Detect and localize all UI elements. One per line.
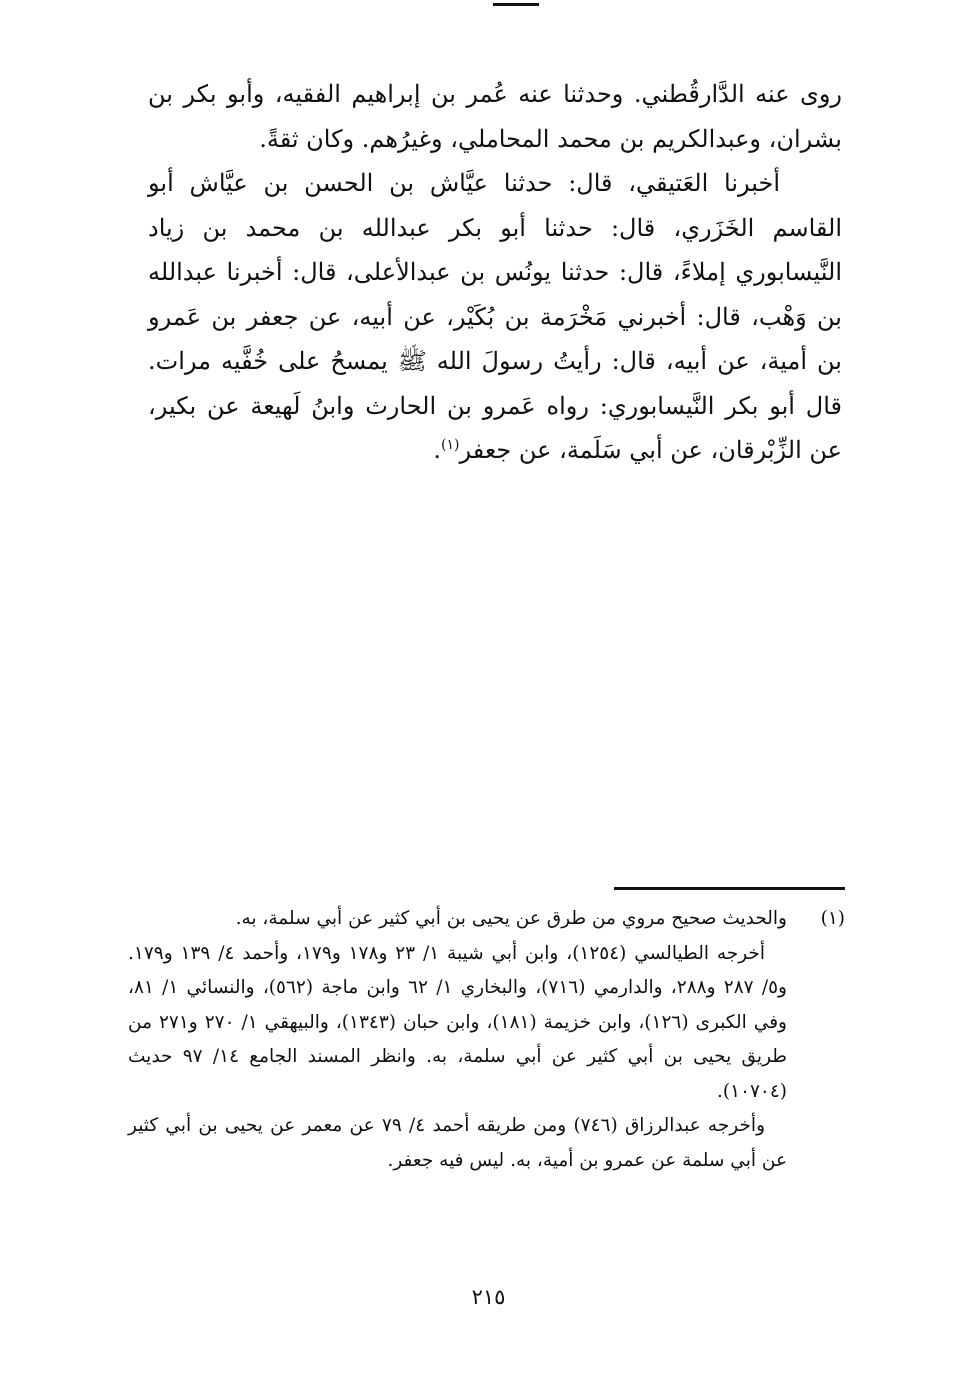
footnote-separator-rule	[614, 887, 845, 890]
main-paragraph-2	[148, 161, 842, 473]
footnote-1	[128, 902, 845, 1178]
main-text	[148, 72, 842, 473]
footnote-paragraph-2: أخرجه الطيالسي (١٢٥٤)، وابن أبي شيبة ١/ ٢٣ و١٧٨ و١٧٩، وأحمد ٤/ ١٣٩ و١٧٩. و٥/ ٢٨٧ و٢٨٨، والدارمي (٧١٦)، والبخاري ١/ ٦٢ وابن ماجة (٥٦٢)، والنسائي ١/ ٨١، وفي الكبرى (١٢٦)، وابن خزيمة (١٨١)، وابن حبان (١٣٤٣)، والبيهقي ١/ ٢٧٠ و٢٧١ من طريق يحيى بن أبي كثير عن أبي سلمة، به. وانظر المسند الجامع ١٤/ ٩٧ حديث (١٠٧٠٤).	[128, 942, 788, 1102]
footnote-paragraph-3: وأخرجه عبدالرزاق (٧٤٦) ومن طريقه أحمد ٤/ ٧٩ عن معمر عن يحيى بن أبي كثير عن أبي سلمة عن عمرو بن أمية، به. ليس فيه جعفر.	[128, 1115, 787, 1171]
footnotes	[128, 902, 845, 1178]
main-paragraph-1: روى عنه الدَّارقُطني. وحدثنا عنه عُمر بن إبراهيم الفقيه، وأبو بكر بن بشران، وعبدالكريم بن محمد المحاملي، وغيرُهم. وكان ثقةً.	[148, 80, 842, 153]
main-paragraph-2-text: أخبرنا العَتيقي، قال: حدثنا عيَّاش بن الحسن بن عيَّاش أبو القاسم الخَزَري، قال: حدثنا أبو بكر عبدالله بن محمد بن زياد النَّيسابوري إملاءً، قال: حدثنا يونُس بن عبدالأعلى، قال: أخبرنا عبدالله بن وَهْب، قال: أخبرني مَخْرَمة بن بُكَيْر، عن أبيه، عن جعفر بن عَمرو بن أمية، عن أبيه، قال: رأيتُ رسولَ الله ﷺ يمسحُ على خُفَّيه مرات. قال أبو بكر النَّيسابوري: رواه عَمرو بن الحارث وابنُ لَهيعة عن بكير، عن الزِّبْرقان، عن أبي سَلَمة، عن جعفر	[148, 169, 842, 464]
top-page-mark	[493, 3, 539, 6]
main-paragraph-2-end: .	[433, 436, 441, 464]
page-number: ٢١٥	[471, 1285, 506, 1309]
footnote-line-1: والحديث صحيح مروي من طرق عن يحيى بن أبي كثير عن أبي سلمة، به.	[235, 908, 787, 929]
footnote-reference[interactable]: (١)	[440, 437, 460, 453]
footnote-body	[128, 902, 787, 1178]
footnote-number: (١)	[820, 908, 845, 929]
